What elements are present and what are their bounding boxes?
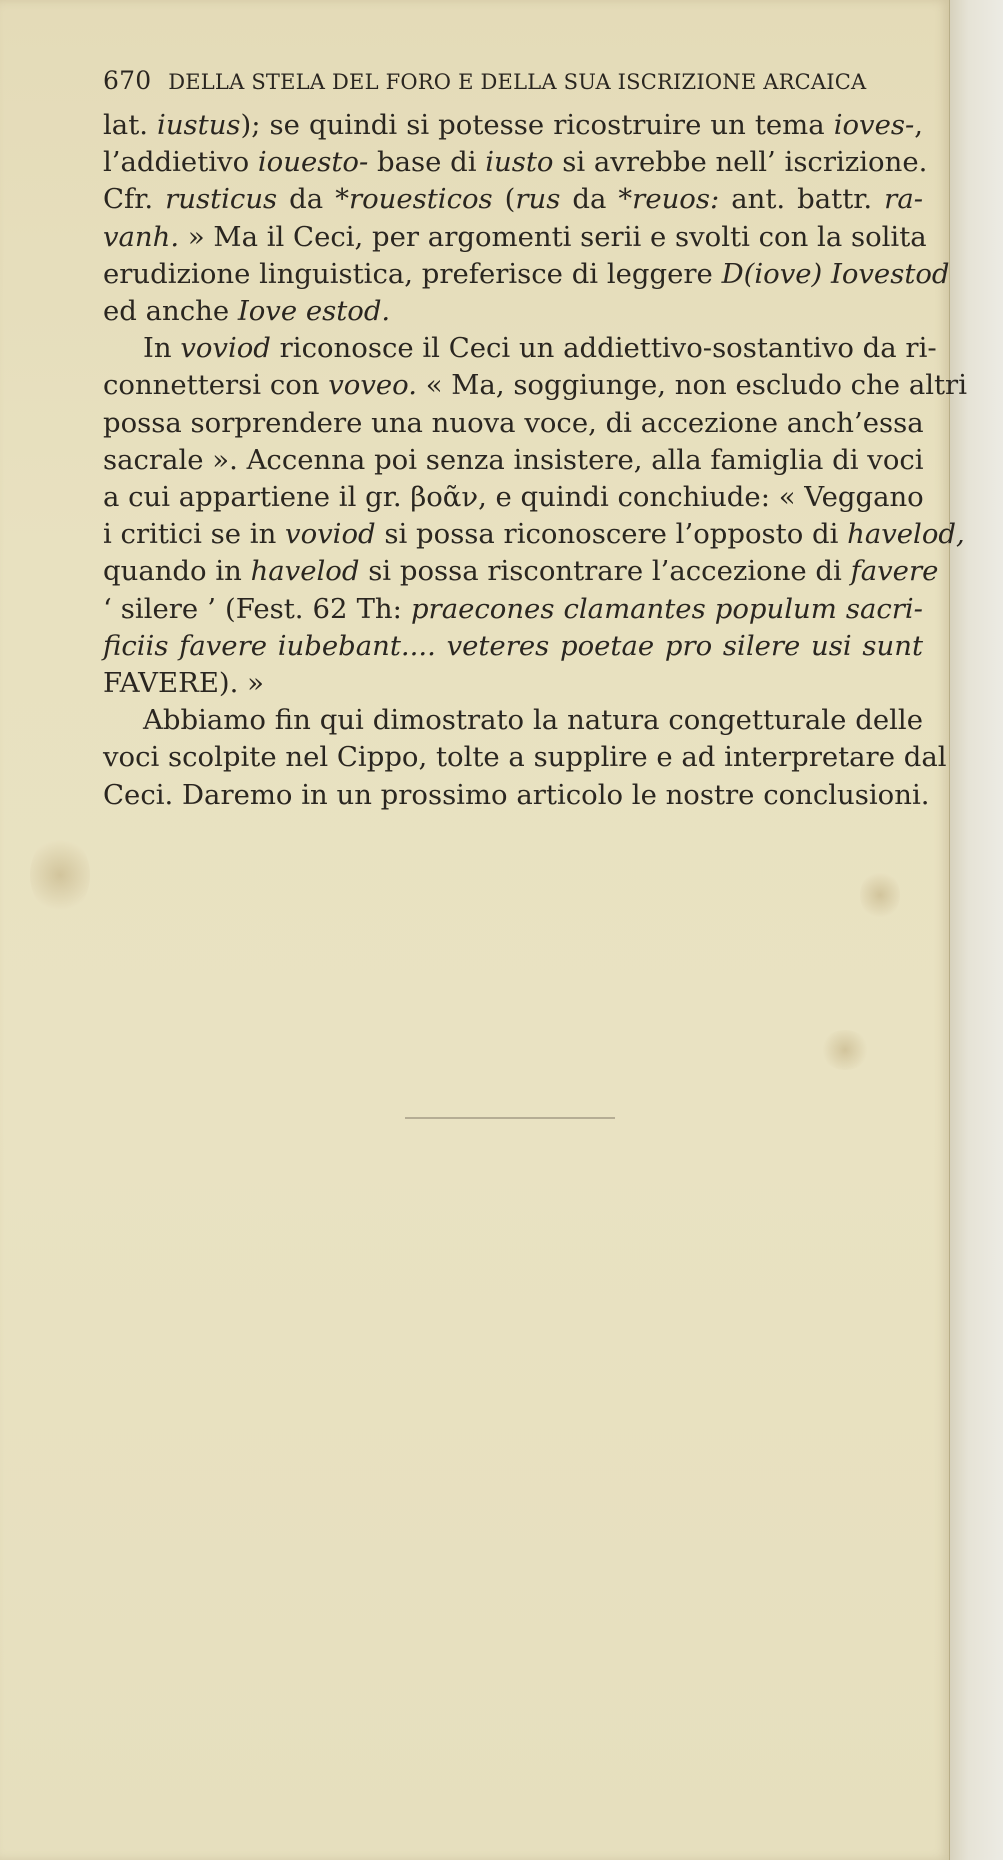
text-line [103,479,923,516]
running-title: DELLA STELA DEL FORO E DELLA SUA ISCRIZIONE ARCAICA [168,70,867,94]
text-segment: Cfr. [103,183,166,216]
text-segment: ant. battr. [719,183,885,216]
text-line [103,591,923,628]
running-header [103,66,883,95]
text-line [103,330,937,367]
text-segment: In [143,332,181,365]
italic-text: *rouesticos [335,183,493,216]
text-segment: sacrale ». Accenna poi senza insistere, alla famiglia di voci [103,443,924,476]
italic-text: voviod [285,518,376,551]
text-segment: da [277,183,336,216]
text-line [103,219,927,256]
text-line [103,367,967,404]
text-segment: l’addietivo [103,146,258,179]
text-segment: connettersi con [103,369,329,402]
page-edge-strip [950,0,1003,1860]
paper-stain [820,1030,870,1070]
text-line [103,777,930,814]
italic-text: rusticus [165,183,278,216]
text-segment: possa sorprendere una nuova voce, di accezione anch’essa [103,406,924,439]
text-segment: quando in [103,555,251,588]
text-segment: base di [368,146,486,179]
italic-text: ficiis favere iubebant.... veteres poetae pro silere usi sunt [103,629,923,662]
text-segment: , [914,109,924,141]
body-text [103,107,967,814]
italic-text: havelod [250,555,360,588]
italic-text: Iove estod. [237,295,391,328]
text-segment: da [560,183,619,216]
italic-text: favere [850,555,939,588]
text-segment: « Ma, soggiunge, non escludo che altri [416,369,967,402]
italic-text: iusto [485,146,554,179]
italic-text: D(iove) Iovestod [721,257,950,290]
italic-text: *reuos: [618,183,720,216]
text-line [103,144,928,181]
text-line [103,739,947,776]
text-line [103,628,923,665]
text-line [103,107,923,144]
italic-text: ioves- [833,109,915,141]
text-line [103,181,923,218]
text-line [103,256,950,293]
italic-text: ra- [884,183,924,216]
text-line [103,553,939,590]
text-segment: riconosce il Ceci un addiettivo-sostantivo da ri- [270,332,937,365]
italic-text: voveo. [328,369,417,402]
paper-stain [30,835,90,915]
italic-text: rus [515,183,561,216]
text-line [103,293,923,330]
italic-text: havelod, [847,518,965,551]
italic-text: voviod [180,332,271,365]
text-segment: lat. [103,109,158,141]
text-segment: si avrebbe nell’ iscrizione. [553,146,928,179]
paper-stain [860,870,900,920]
text-segment: voci scolpite nel Cippo, tolte a supplire e ad interpretare dal [103,741,947,774]
text-segment: ); se quindi si potesse ricostruire un tema [240,109,834,141]
text-segment: a cui appartiene il gr. βοᾶν, e quindi conchiude: « Veggano [103,481,924,514]
text-line [103,665,923,702]
italic-text: iouesto- [257,146,369,179]
page-number: 670 [103,66,152,95]
text-line [103,516,965,553]
text-segment: i critici se in [103,518,286,551]
text-segment: » Ma il Ceci, per argomenti serii e svolti con la solita [179,220,927,253]
text-line [103,405,923,442]
text-segment: si possa riconoscere l’opposto di [375,518,848,551]
text-line [103,702,923,739]
italic-text: iustus [157,109,241,141]
text-segment: erudizione linguistica, preferisce di leggere [103,257,722,290]
section-divider-rule [405,1117,615,1119]
italic-text: praecones clamantes populum sacri- [410,592,923,625]
text-segment: ‘ silere ’ (Fest. 62 Th: [103,592,411,625]
text-segment: ( [492,183,516,216]
text-line [103,442,923,479]
text-segment: ed anche [103,295,238,328]
text-segment: Ceci. Daremo in un prossimo articolo le nostre conclusioni. [103,778,930,811]
text-segment: si possa riscontrare l’accezione di [359,555,851,588]
italic-text: vanh. [103,220,180,253]
text-segment: Abbiamo fin qui dimostrato la natura congetturale delle [143,704,923,737]
text-segment: FAVERE). » [103,667,264,700]
